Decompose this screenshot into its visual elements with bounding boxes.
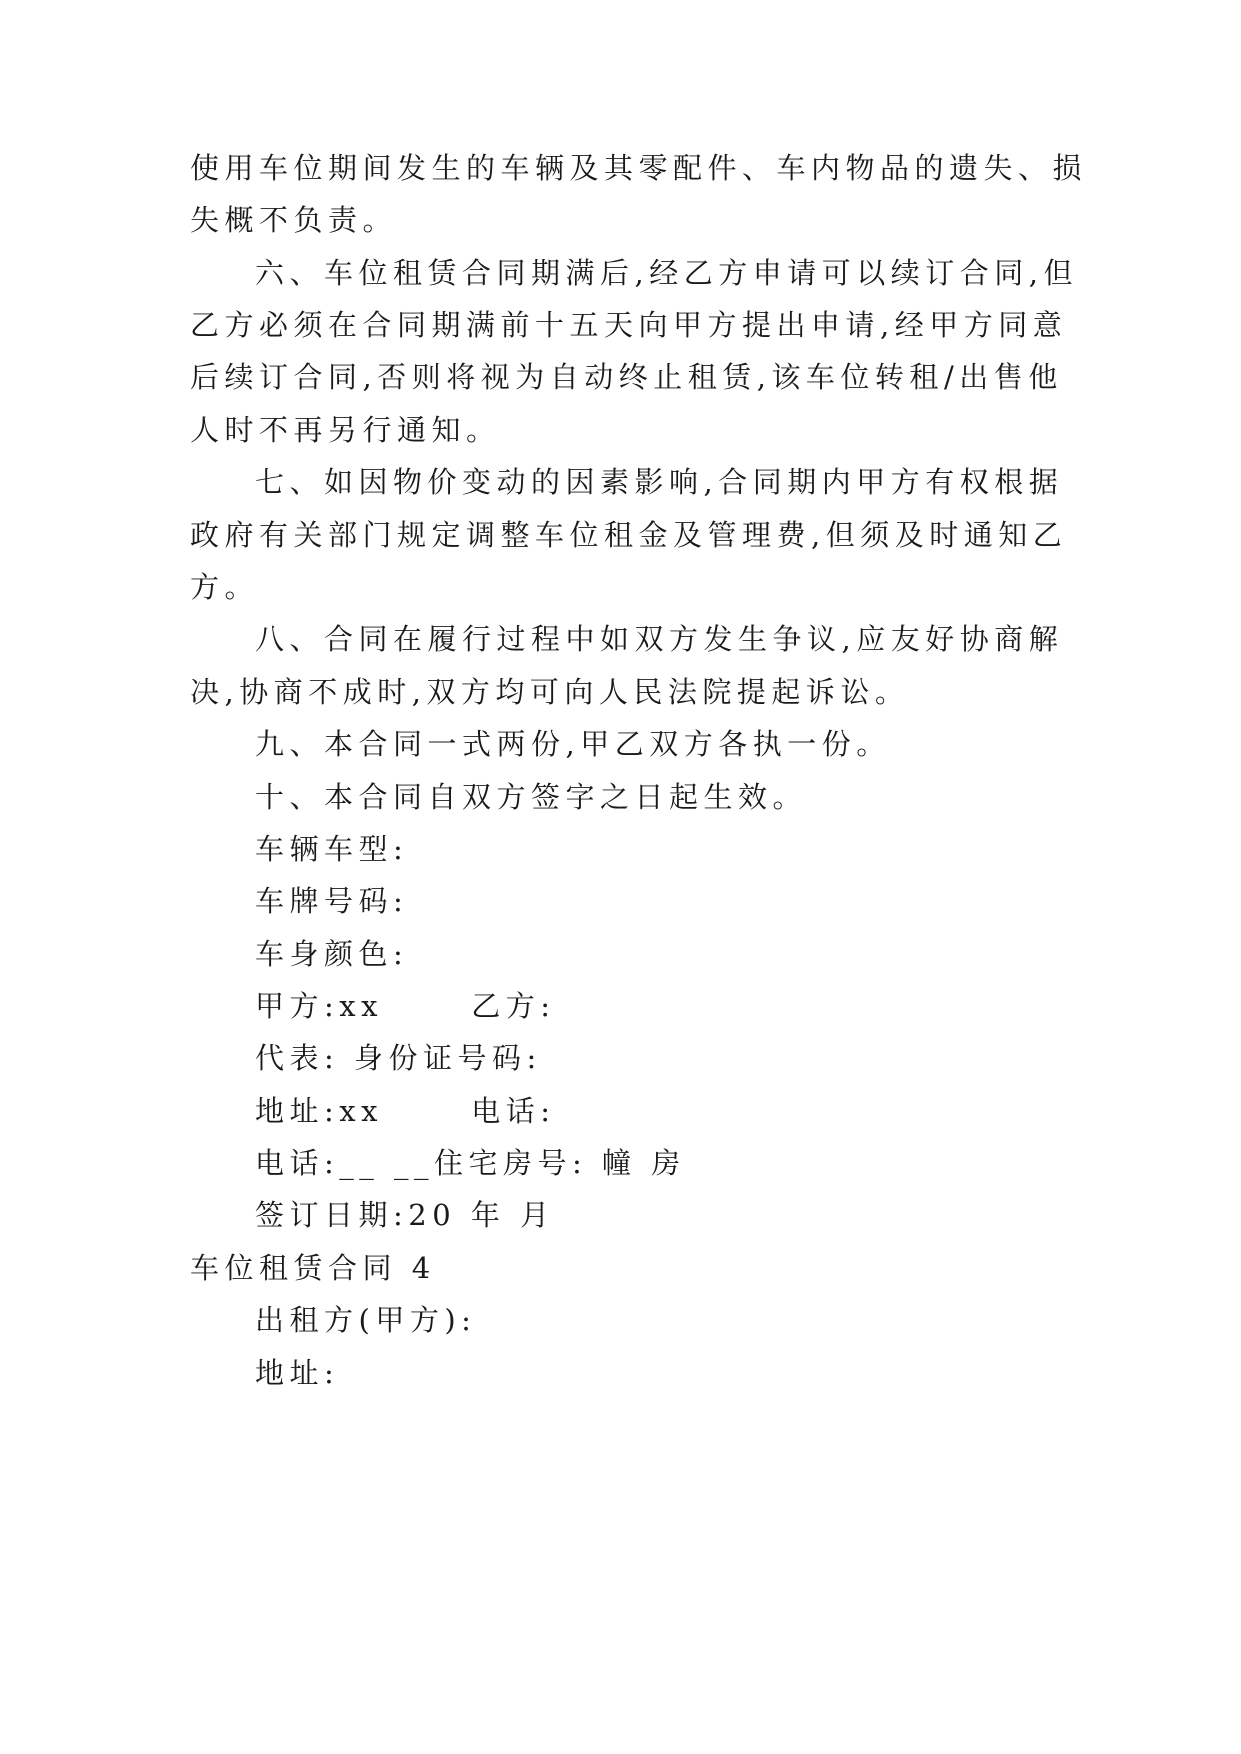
paragraph-line: 乙方必须在合同期满前十五天向甲方提出申请,经甲方同意 — [190, 308, 1068, 342]
lessor-field: 出租方(甲方): — [255, 1303, 477, 1337]
clause-ten-line: 十、本合同自双方签字之日起生效。 — [255, 780, 808, 814]
paragraph-line: 决,协商不成时,双方均可向人民法院提起诉讼。 — [190, 675, 910, 709]
paragraph-line: 失概不负责。 — [190, 203, 398, 237]
clause-seven-line: 七、如因物价变动的因素影响,合同期内甲方有权根据 — [255, 465, 1064, 499]
paragraph-line: 使用车位期间发生的车辆及其零配件、车内物品的遗失、损 — [190, 151, 1088, 185]
phone-field: 电话:__ __住宅房号: 幢 房 — [255, 1146, 686, 1180]
address-field: 地址: — [255, 1356, 340, 1390]
paragraph-line: 人时不再另行通知。 — [190, 413, 501, 447]
license-plate-field: 车牌号码: — [255, 884, 409, 918]
clause-eight-line: 八、合同在履行过程中如双方发生争议,应友好协商解 — [255, 622, 1064, 656]
sign-date-field: 签订日期:20 年 月 — [255, 1198, 555, 1232]
clause-nine-line: 九、本合同一式两份,甲乙双方各执一份。 — [255, 727, 891, 761]
party-field: 甲方:xx 乙方: — [255, 989, 556, 1023]
representative-field: 代表: 身份证号码: — [255, 1041, 542, 1075]
section-heading: 车位租赁合同 4 — [190, 1251, 436, 1285]
address-field: 地址:xx 电话: — [255, 1094, 556, 1128]
vehicle-model-field: 车辆车型: — [255, 832, 409, 866]
vehicle-color-field: 车身颜色: — [255, 937, 409, 971]
clause-six-line: 六、车位租赁合同期满后,经乙方申请可以续订合同,但 — [255, 256, 1078, 290]
paragraph-line: 方。 — [190, 570, 260, 604]
paragraph-line: 后续订合同,否则将视为自动终止租赁,该车位转租/出售他 — [190, 360, 1063, 394]
paragraph-line: 政府有关部门规定调整车位租金及管理费,但须及时通知乙 — [190, 518, 1068, 552]
